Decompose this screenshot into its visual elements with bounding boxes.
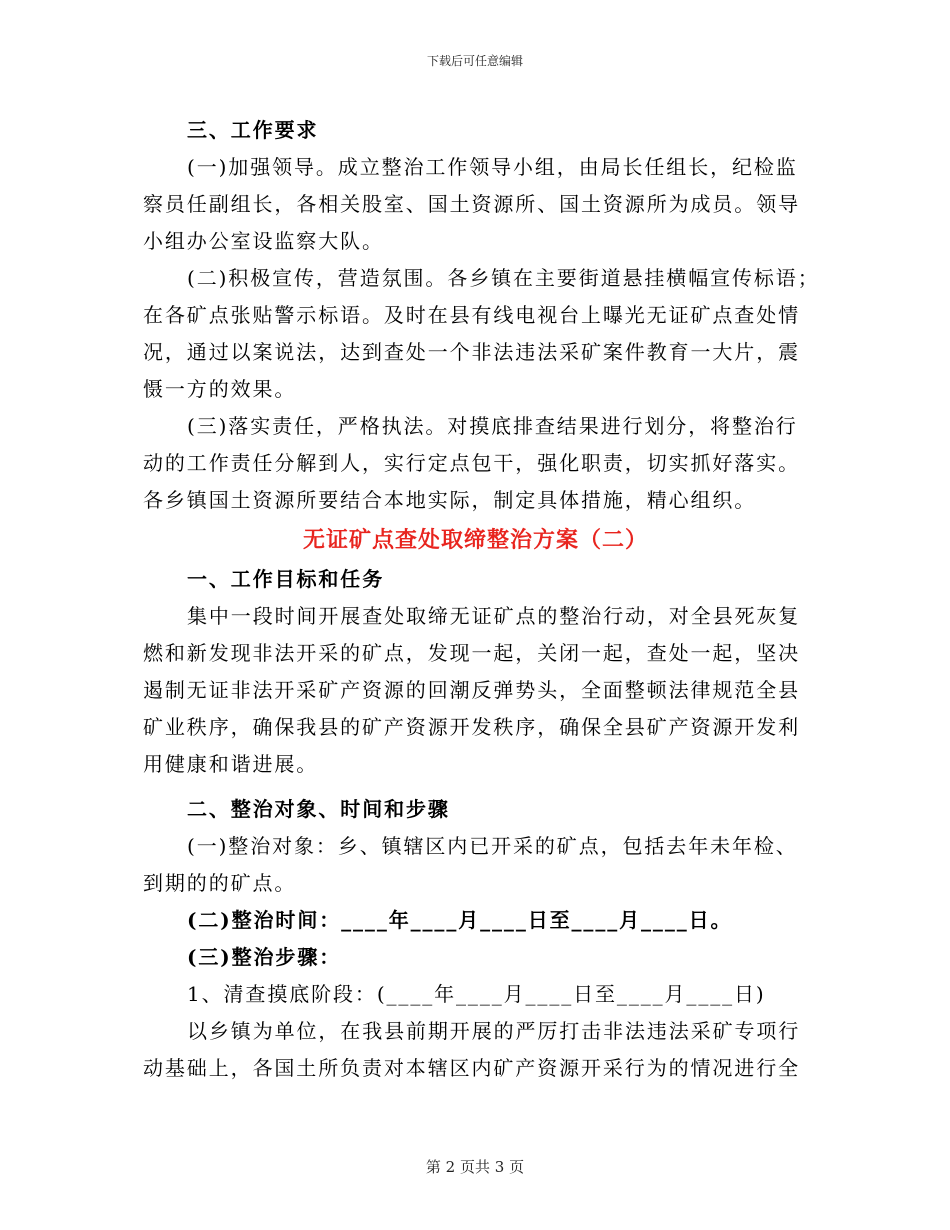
schedule-line: (二)整治时间：____年____月____日至____月____日。 <box>187 908 733 932</box>
paragraph-line: 小组办公室设监察大队。 <box>143 229 384 253</box>
paragraph-line: 动基础上，各国土所负责对本辖区内矿产资源开采行为的情况进行全 <box>143 1056 800 1080</box>
paragraph-line: 用健康和谐进展。 <box>143 752 319 776</box>
paragraph-line: 在各矿点张贴警示标语。及时在县有线电视台上曝光无证矿点查处情 <box>143 303 800 327</box>
paragraph-line: 况，通过以案说法，达到查处一个非法违法采矿案件教育一大片，震 <box>143 340 800 364</box>
paragraph-line: 遏制无证非法开采矿产资源的回潮反弹势头，全面整顿法律规范全县 <box>143 678 800 702</box>
paragraph-line: 各乡镇国土资源所要结合本地实际，制定具体措施，精心组织。 <box>143 488 757 512</box>
paragraph-line: (三)落实责任，严格执法。对摸底排查结果进行划分，将整治行 <box>187 414 798 438</box>
section-heading: 二、整治对象、时间和步骤 <box>187 797 450 821</box>
paragraph-line: 察员任副组长，各相关股室、国土资源所、国土资源所为成员。领导 <box>143 192 800 216</box>
page-header: 下载后可任意编辑 <box>426 54 523 68</box>
section-heading: 一、工作目标和任务 <box>187 567 385 591</box>
document-title: 无证矿点查处取缔整治方案（二） <box>302 527 648 553</box>
document-body <box>143 112 820 1087</box>
paragraph-line: (一)加强领导。成立整治工作领导小组，由局长任组长，纪检监 <box>187 155 798 179</box>
paragraph-line: (二)积极宣传，营造氛围。各乡镇在主要街道悬挂横幅宣传标语； <box>187 266 820 290</box>
paragraph-line: 矿业秩序，确保我县的矿产资源开发秩序，确保全县矿产资源开发利 <box>143 715 800 739</box>
step-line: 1、清查摸底阶段：(____年____月____日至____月____日) <box>187 982 766 1006</box>
paragraph-line: 燃和新发现非法开采的矿点，发现一起，关闭一起，查处一起，坚决 <box>143 641 800 665</box>
paragraph-line: 动的工作责任分解到人，实行定点包干，强化职责，切实抓好落实。 <box>143 451 800 475</box>
steps-heading: (三)整治步骤： <box>187 945 342 969</box>
paragraph-line: 以乡镇为单位，在我县前期开展的严厉打击非法违法采矿专项行 <box>187 1019 801 1043</box>
paragraph-line: 慑一方的效果。 <box>143 377 297 401</box>
page-footer: 第 2 页共 3 页 <box>425 1158 525 1176</box>
paragraph-line: 到期的的矿点。 <box>143 871 297 895</box>
paragraph-line: 集中一段时间开展查处取缔无证矿点的整治行动，对全县死灰复 <box>187 604 801 628</box>
paragraph-line: (一)整治对象：乡、镇辖区内已开采的矿点，包括去年未年检、 <box>187 834 798 858</box>
section-heading: 三、工作要求 <box>187 118 319 142</box>
